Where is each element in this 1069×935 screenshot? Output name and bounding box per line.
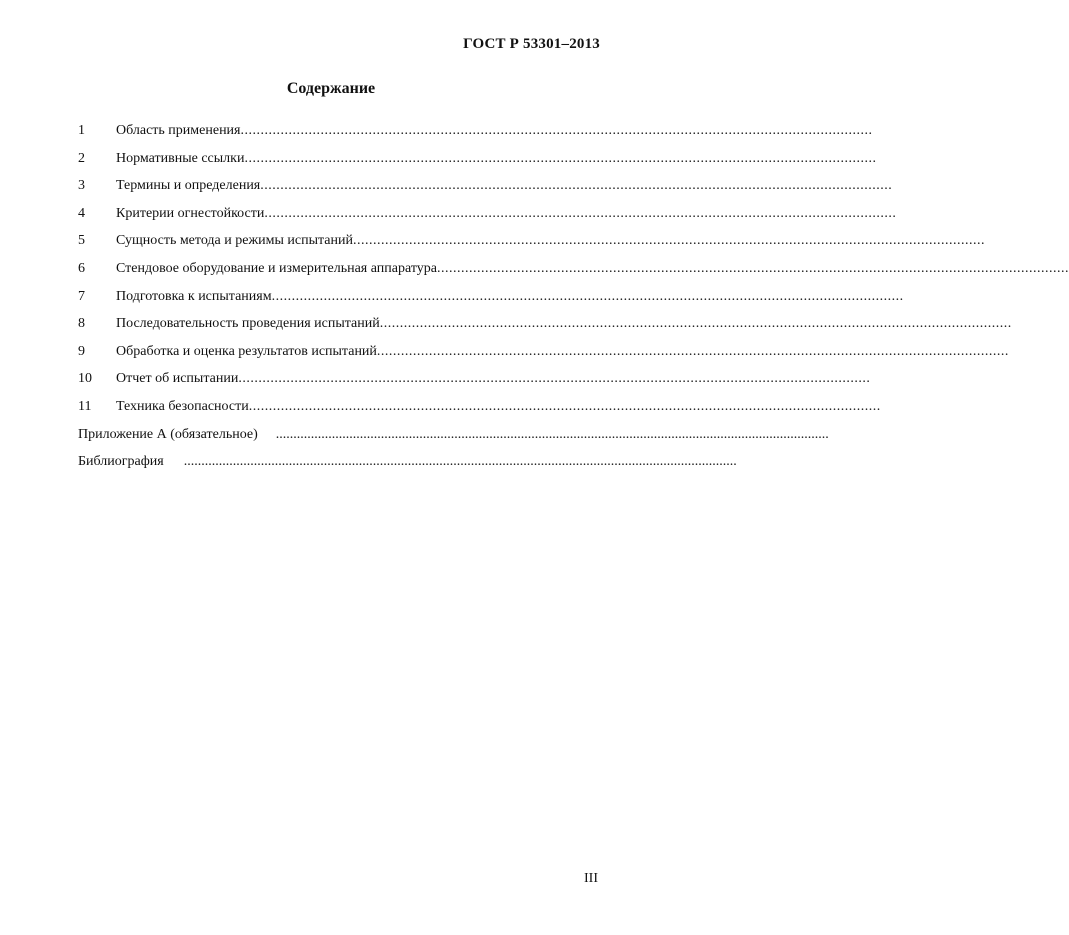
toc-label: Подготовка к испытаниям [116,288,272,304]
toc-number: 10 [78,371,92,387]
toc-row-9[interactable] [78,338,1009,366]
toc-number: 11 [78,398,92,414]
toc-label: Нормативные ссылки [116,150,245,166]
toc-label: Техника безопасности [116,398,249,414]
toc-row-2[interactable] [78,145,877,173]
toc-label: Отчет об испытании [116,371,239,387]
toc-row-bibliography[interactable] [78,448,737,476]
document-code-header: ГОСТ Р 53301–2013 [463,36,600,52]
toc-number: 9 [78,343,85,359]
toc-row-appendix[interactable] [78,421,829,449]
dot-leader: .............................................................................................................................................................. [260,178,893,194]
table-of-contents [78,117,1069,476]
toc-row-10[interactable] [78,365,871,393]
toc-label: Термины и определения [116,178,261,194]
toc-row-11[interactable] [78,393,881,421]
toc-number: 5 [78,233,85,249]
toc-row-6[interactable] [78,255,1069,283]
toc-row-4[interactable] [78,200,897,228]
toc-number: 6 [78,260,85,276]
toc-number: 3 [78,178,85,194]
toc-row-7[interactable] [78,283,904,311]
dot-leader: .............................................................................................................................................................. [244,150,877,166]
toc-row-3[interactable] [78,172,893,200]
toc-label: Приложение А (обязательное) [78,426,258,442]
dot-leader: .............................................................................................................................................................. [238,371,871,387]
toc-label: Сущность метода и режимы испытаний [116,233,353,249]
toc-number: 8 [78,316,85,332]
dot-leader: .............................................................................................................................................................. [183,454,737,470]
toc-number: 1 [78,123,85,138]
toc-label: Последовательность проведения испытаний [116,316,380,332]
toc-number: 2 [78,150,85,166]
dot-leader: .............................................................................................................................................................. [436,260,1069,276]
toc-label: Обработка и оценка результатов испытаний [116,343,377,359]
toc-row-5[interactable] [78,227,985,255]
toc-label: Критерии огнестойкости [116,205,265,221]
dot-leader: .............................................................................................................................................................. [353,233,985,249]
dot-leader: .............................................................................................................................................................. [271,288,904,304]
page-number: III [584,871,598,886]
dot-leader: .............................................................................................................................................................. [240,123,873,138]
toc-label: Библиография [78,454,164,470]
dot-leader: .............................................................................................................................................................. [264,205,897,221]
toc-row-8[interactable] [78,310,1012,338]
toc-number: 7 [78,288,85,304]
dot-leader: .............................................................................................................................................................. [379,316,1012,332]
dot-leader: .............................................................................................................................................................. [275,426,829,442]
dot-leader: .............................................................................................................................................................. [248,398,881,414]
dot-leader: .............................................................................................................................................................. [376,343,1009,359]
toc-number: 4 [78,205,85,221]
toc-row-1[interactable] [78,117,873,145]
toc-label: Область применения [116,123,241,138]
page-title: Содержание [286,80,376,97]
toc-label: Стендовое оборудование и измерительная аппаратура [116,260,437,276]
